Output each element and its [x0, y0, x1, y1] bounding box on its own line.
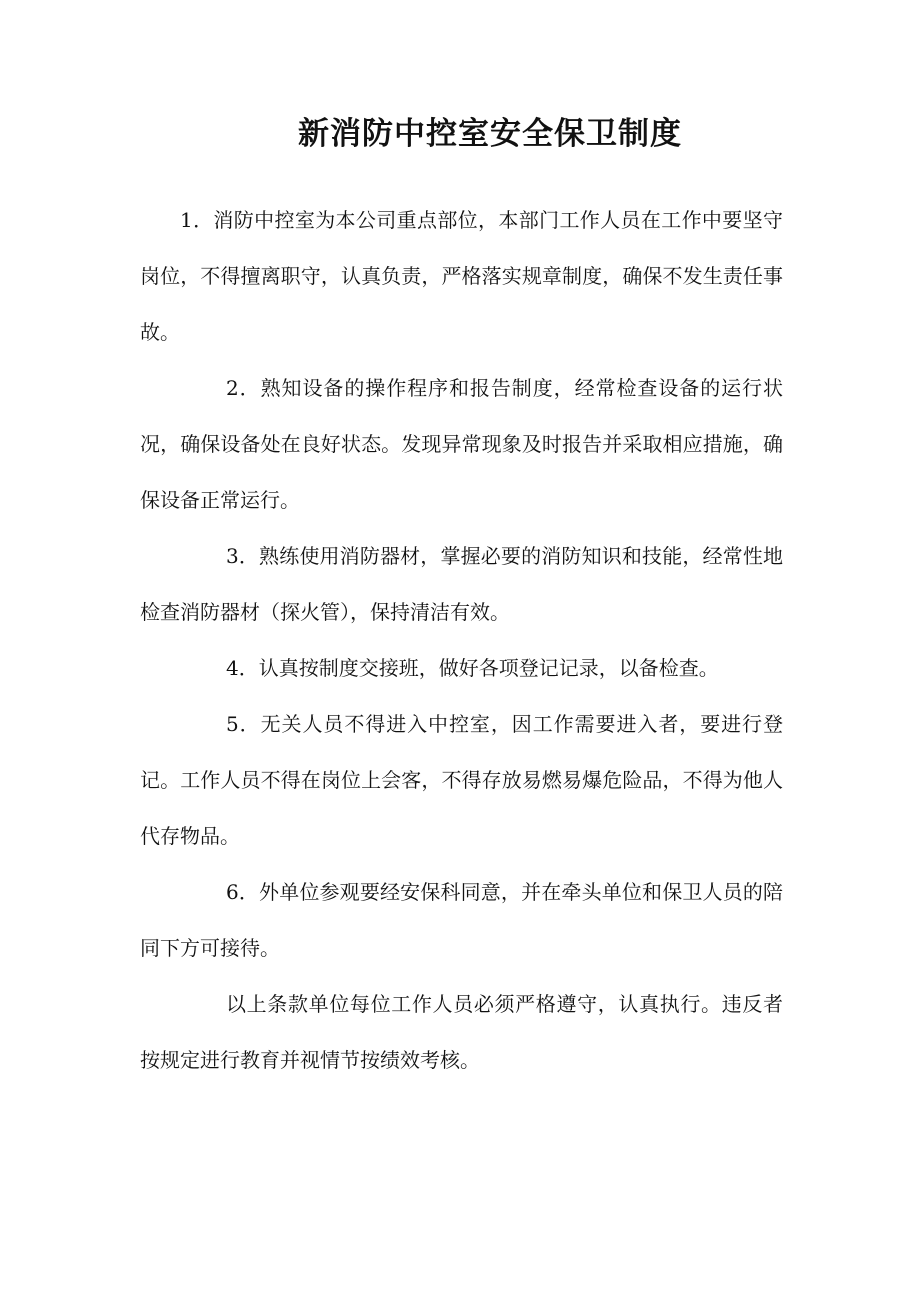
closing-paragraph: 以上条款单位每位工作人员必须严格遵守，认真执行。违反者按规定进行教育并视情节按绩效考核。	[140, 992, 783, 1072]
paragraph-5: 5．无关人员不得进入中控室，因工作需要进入者，要进行登记。工作人员不得在岗位上会客，不得存放易燃易爆危险品，不得为他人代存物品。	[140, 712, 783, 848]
paragraph-4: 4．认真按制度交接班，做好各项登记记录，以备检查。	[226, 656, 719, 680]
document-title: 新消防中控室安全保卫制度	[298, 116, 682, 152]
document-body	[140, 192, 783, 1088]
paragraph-3: 3．熟练使用消防器材，掌握必要的消防知识和技能，经常性地检查消防器材（探火管），保持清洁有效。	[140, 544, 783, 624]
paragraph-6: 6．外单位参观要经安保科同意，并在牵头单位和保卫人员的陪同下方可接待。	[140, 880, 783, 960]
paragraph-1: 1．消防中控室为本公司重点部位，本部门工作人员在工作中要坚守岗位，不得擅离职守，认真负责，严格落实规章制度，确保不发生责任事故。	[140, 208, 783, 344]
paragraph-2: 2．熟知设备的操作程序和报告制度，经常检查设备的运行状况，确保设备处在良好状态。发现异常现象及时报告并采取相应措施，确保设备正常运行。	[140, 376, 783, 512]
